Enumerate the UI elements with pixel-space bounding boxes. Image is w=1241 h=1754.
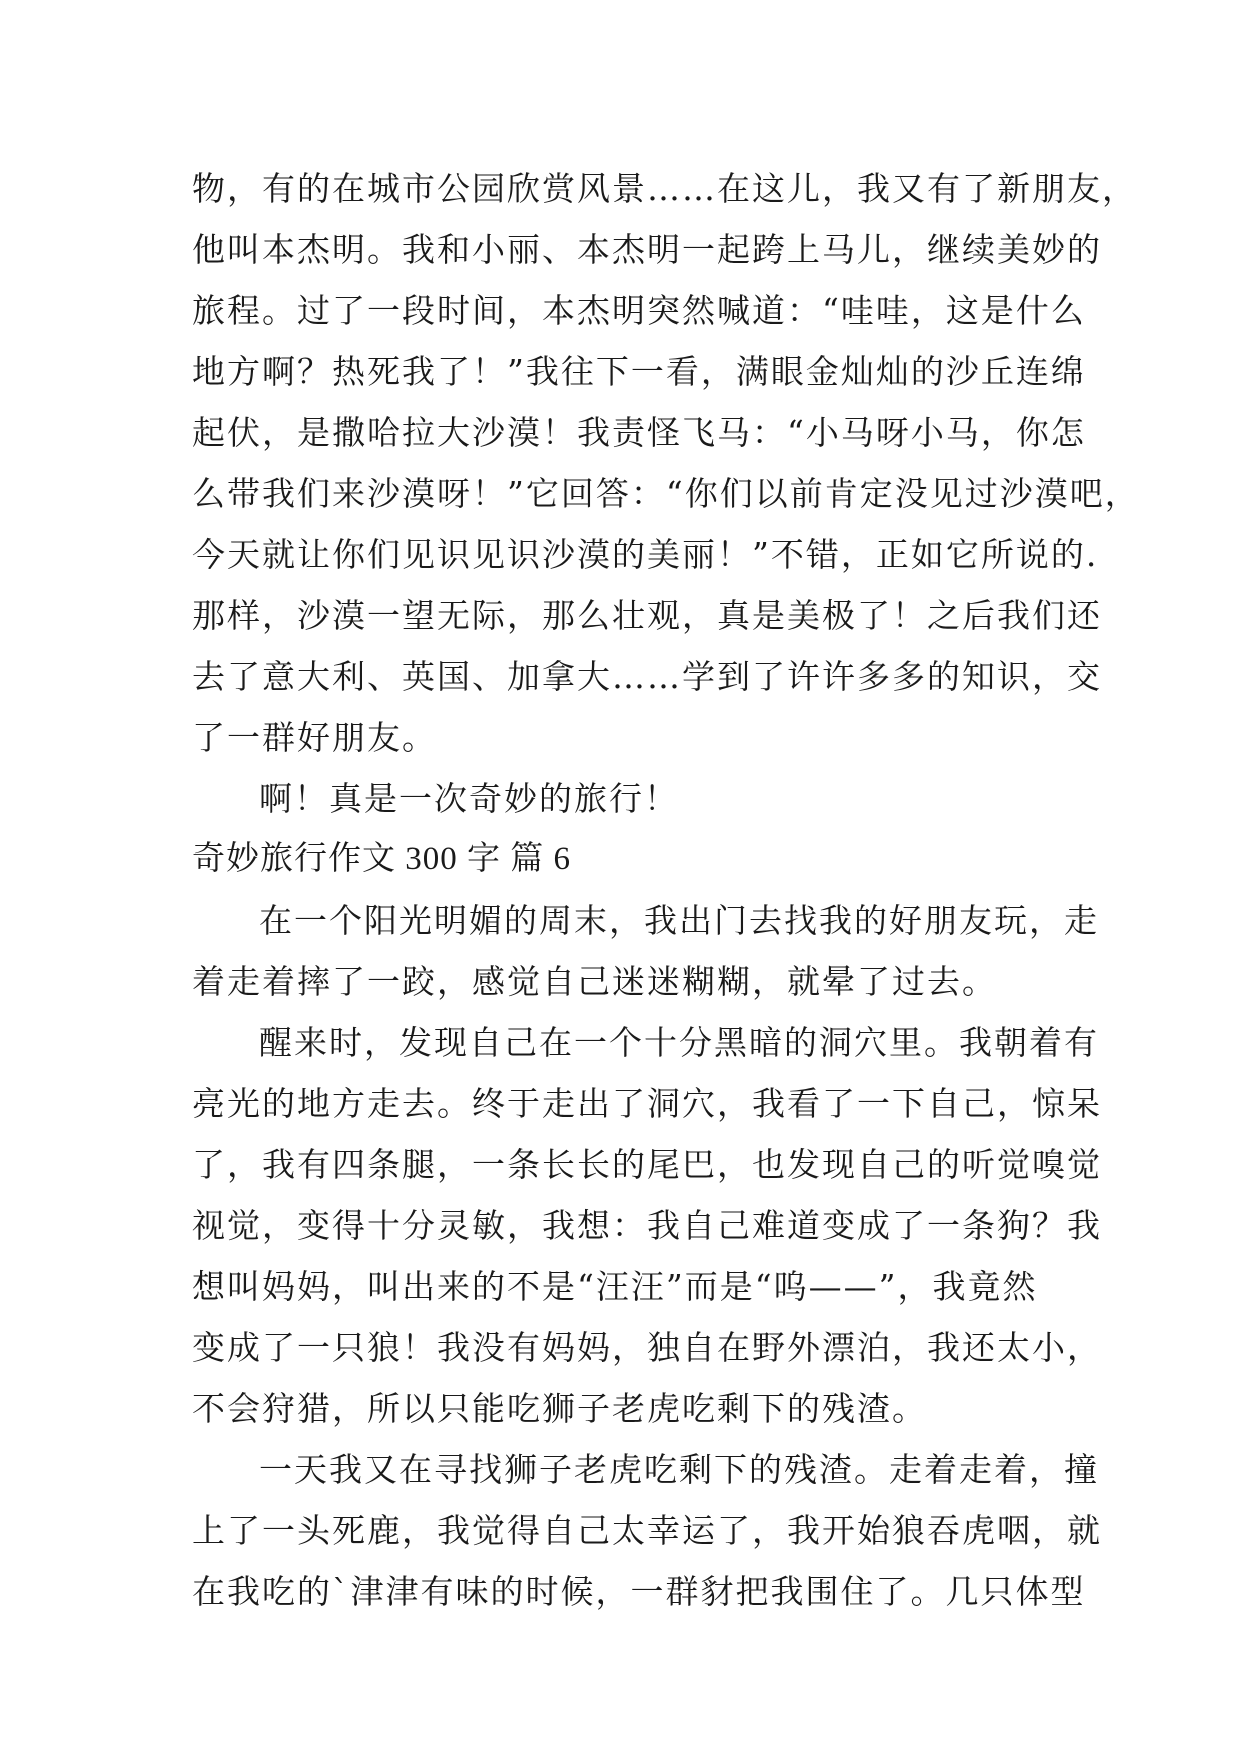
text-line: 想叫妈妈，叫出来的不是“汪汪”而是“呜——”，我竟然 [192,1267,1038,1306]
text-line: 那样，沙漠一望无际，那么壮观，真是美极了！之后我们还 [192,596,1102,635]
text-line: 视觉，变得十分灵敏，我想：我自己难道变成了一条狗？我 [192,1206,1102,1245]
text-line: 旅程。过了一段时间，本杰明突然喊道：“哇哇，这是什么 [192,291,1086,330]
paragraph-line: 在一个阳光明媚的周末，我出门去找我的好朋友玩，走 [259,901,1099,940]
paragraph-line: 一天我又在寻找狮子老虎吃剩下的残渣。走着走着，撞 [259,1450,1099,1489]
text-line: 上了一头死鹿，我觉得自己太幸运了，我开始狼吞虎咽，就 [192,1511,1102,1550]
paragraph-line: 醒来时，发现自己在一个十分黑暗的洞穴里。我朝着有 [259,1023,1099,1062]
text-line: 物，有的在城市公园欣赏风景……在这儿，我又有了新朋友， [192,169,1137,208]
text-line: 今天就让你们见识见识沙漠的美丽！”不错，正如它所说的. [192,535,1099,574]
text-line: 变成了一只狼！我没有妈妈，独自在野外漂泊，我还太小， [192,1328,1102,1367]
text-line: 亮光的地方走去。终于走出了洞穴，我看了一下自己，惊呆 [192,1084,1102,1123]
text-line: 去了意大利、英国、加拿大……学到了许许多多的知识，交 [192,657,1102,696]
text-line: 了一群好朋友。 [192,718,437,757]
text-line: 起伏，是撒哈拉大沙漠！我责怪飞马：“小马呀小马，你怎 [192,413,1086,452]
text-line: 了，我有四条腿，一条长长的尾巴，也发现自己的听觉嗅觉 [192,1145,1102,1184]
paragraph-line: 啊！真是一次奇妙的旅行！ [259,779,679,818]
text-line: 着走着摔了一跤，感觉自己迷迷糊糊，就晕了过去。 [192,962,997,1001]
text-line: 不会狩猎，所以只能吃狮子老虎吃剩下的残渣。 [192,1389,927,1428]
section-heading: 奇妙旅行作文 300 字 篇 6 [192,841,571,877]
text-line: 么带我们来沙漠呀！”它回答：“你们以前肯定没见过沙漠吧， [192,474,1140,513]
essay-text [192,158,1140,1622]
text-line: 他叫本杰明。我和小丽、本杰明一起跨上马儿，继续美妙的 [192,230,1102,269]
text-line: 在我吃的`津津有味的时候，一群豺把我围住了。几只体型 [192,1572,1086,1611]
text-line: 地方啊？热死我了！”我往下一看，满眼金灿灿的沙丘连绵 [192,352,1086,391]
